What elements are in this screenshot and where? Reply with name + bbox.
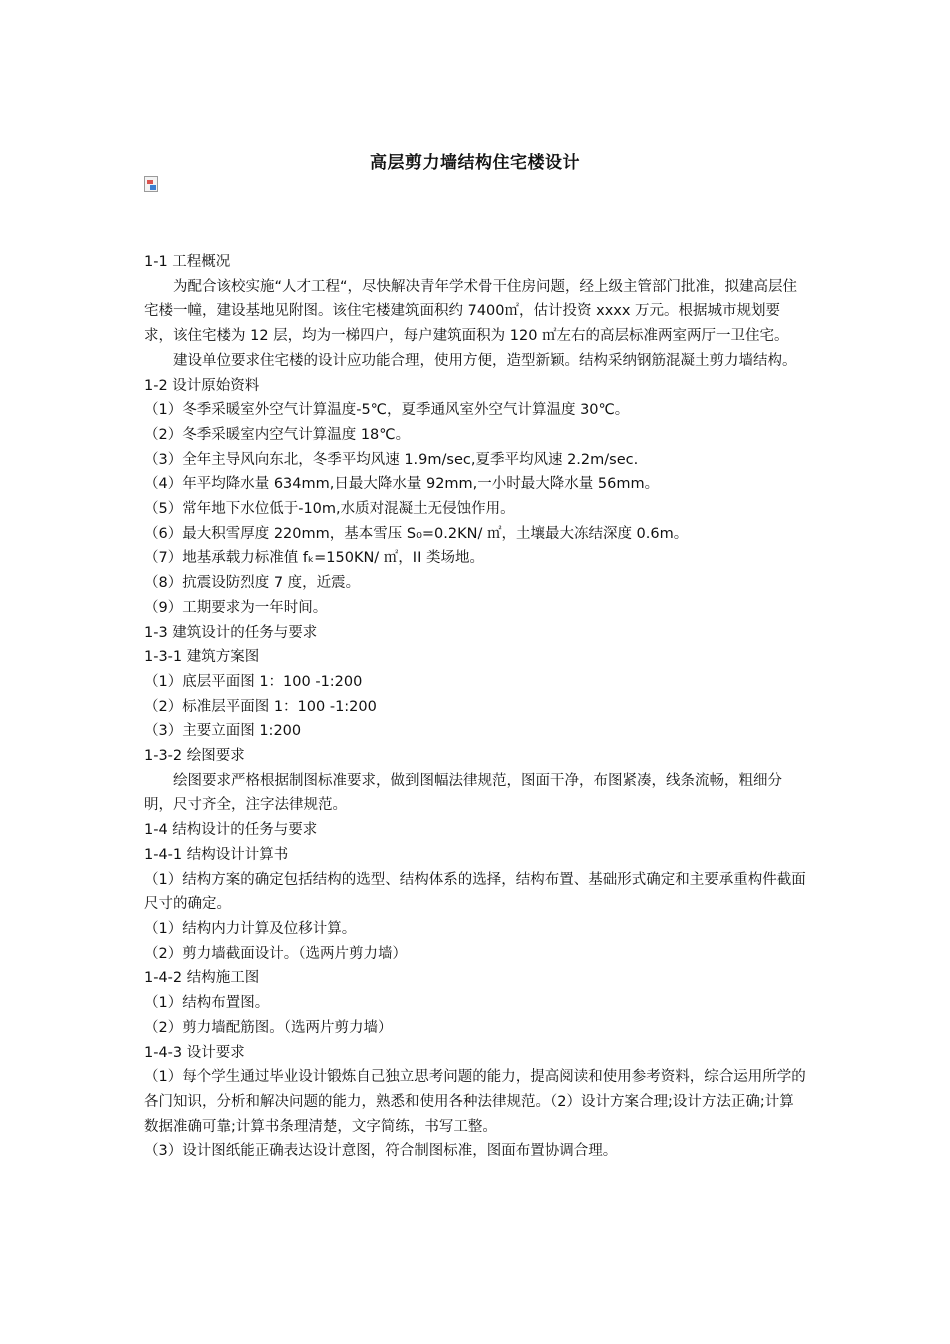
list-item: （1）底层平面图 1：100 -1:200 bbox=[144, 673, 363, 690]
list-item: （3）设计图纸能正确表达设计意图，符合制图标准，图面布置协调合理。 bbox=[144, 1143, 618, 1160]
subsection-heading: 1-3-2 绘图要求 bbox=[144, 748, 245, 765]
list-item: （3）主要立面图 1:200 bbox=[144, 723, 302, 740]
list-item: （5）常年地下水位低于-10m,水质对混凝土无侵蚀作用。 bbox=[144, 501, 515, 518]
list-item: （2）冬季采暖室内空气计算温度 18℃。 bbox=[144, 426, 411, 443]
list-item: （2）标准层平面图 1：100 -1:200 bbox=[144, 698, 377, 715]
subsection-heading: 1-4-1 结构设计计算书 bbox=[144, 846, 289, 863]
subsection-heading: 1-4-3 设计要求 bbox=[144, 1044, 245, 1061]
section-heading: 1-2 设计原始资料 bbox=[144, 377, 260, 394]
list-item: （1）冬季采暖室外空气计算温度-5℃，夏季通风室外空气计算温度 30℃。 bbox=[144, 402, 630, 419]
subsection-heading: 1-4-2 结构施工图 bbox=[144, 970, 260, 987]
list-item: （3）全年主导风向东北，冬季平均风速 1.9m/sec,夏季平均风速 2.2m/sec. bbox=[144, 451, 639, 468]
list-item: （6）最大积雪厚度 220mm，基本雪压 S₀=0.2KN/ ㎡，土壤最大冻结深度 0.6m。 bbox=[144, 525, 689, 542]
list-item: （1）每个学生通过毕业设计锻炼自己独立思考问题的能力，提高阅读和使用参考资料，综合运用所学的各门知识，分析和解决问题的能力，熟悉和使用各种法律规范。（2）设计方案合理;设计方法正确;计算数据准确可靠;计算书条理清楚，文字简练，书写工整。 bbox=[144, 1069, 806, 1135]
list-item: （2）剪力墙截面设计。（选两片剪力墙） bbox=[144, 945, 407, 962]
section-heading: 1-4 结构设计的任务与要求 bbox=[144, 822, 318, 839]
paragraph: 建设单位要求住宅楼的设计应功能合理，使用方便，造型新颖。结构采纳钢筋混凝土剪力墙结构。 bbox=[173, 352, 797, 369]
paragraph: 为配合该校实施“人才工程“，尽快解决青年学术骨干住房问题，经上级主管部门批准，拟建高层住宅楼一幢，建设基地见附图。该住宅楼建筑面积约 7400㎡，估计投资 xxxx 万元。根据城市规划要求，该住宅楼为 12 层，均为一梯四户，每户建筑面积为 120 ㎡左右的高层标准两室两厅一卫住宅。 bbox=[144, 278, 798, 345]
section-heading: 1-3 建筑设计的任务与要求 bbox=[144, 624, 318, 641]
paragraph: 绘图要求严格根据制图标准要求，做到图幅法律规范，图面干净，布图紧凑，线条流畅，粗细分明，尺寸齐全，注字法律规范。 bbox=[144, 772, 782, 814]
broken-image-shape bbox=[147, 180, 153, 184]
list-item: （1）结构布置图。 bbox=[144, 995, 270, 1012]
document-title: 高层剪力墙结构住宅楼设计 bbox=[370, 153, 580, 173]
broken-image-shape bbox=[150, 185, 156, 190]
list-item: （2）剪力墙配筋图。（选两片剪力墙） bbox=[144, 1019, 393, 1036]
list-item: （8）抗震设防烈度 7 度，近震。 bbox=[144, 575, 361, 592]
subsection-heading: 1-3-1 建筑方案图 bbox=[144, 649, 260, 666]
list-item: （4）年平均降水量 634mm,日最大降水量 92mm,一小时最大降水量 56mm。 bbox=[144, 476, 660, 493]
list-item: （1）结构方案的确定包括结构的选型、结构体系的选择，结构布置、基础形式确定和主要承重构件截面尺寸的确定。 bbox=[144, 871, 806, 913]
list-item: （9）工期要求为一年时间。 bbox=[144, 599, 328, 616]
list-item: （7）地基承载力标准值 fₖ=150KN/ ㎡，II 类场地。 bbox=[144, 550, 484, 567]
broken-image-icon bbox=[144, 176, 158, 192]
list-item: （1）结构内力计算及位移计算。 bbox=[144, 920, 357, 937]
document-body bbox=[144, 250, 808, 1164]
section-heading: 1-1 工程概况 bbox=[144, 254, 231, 270]
